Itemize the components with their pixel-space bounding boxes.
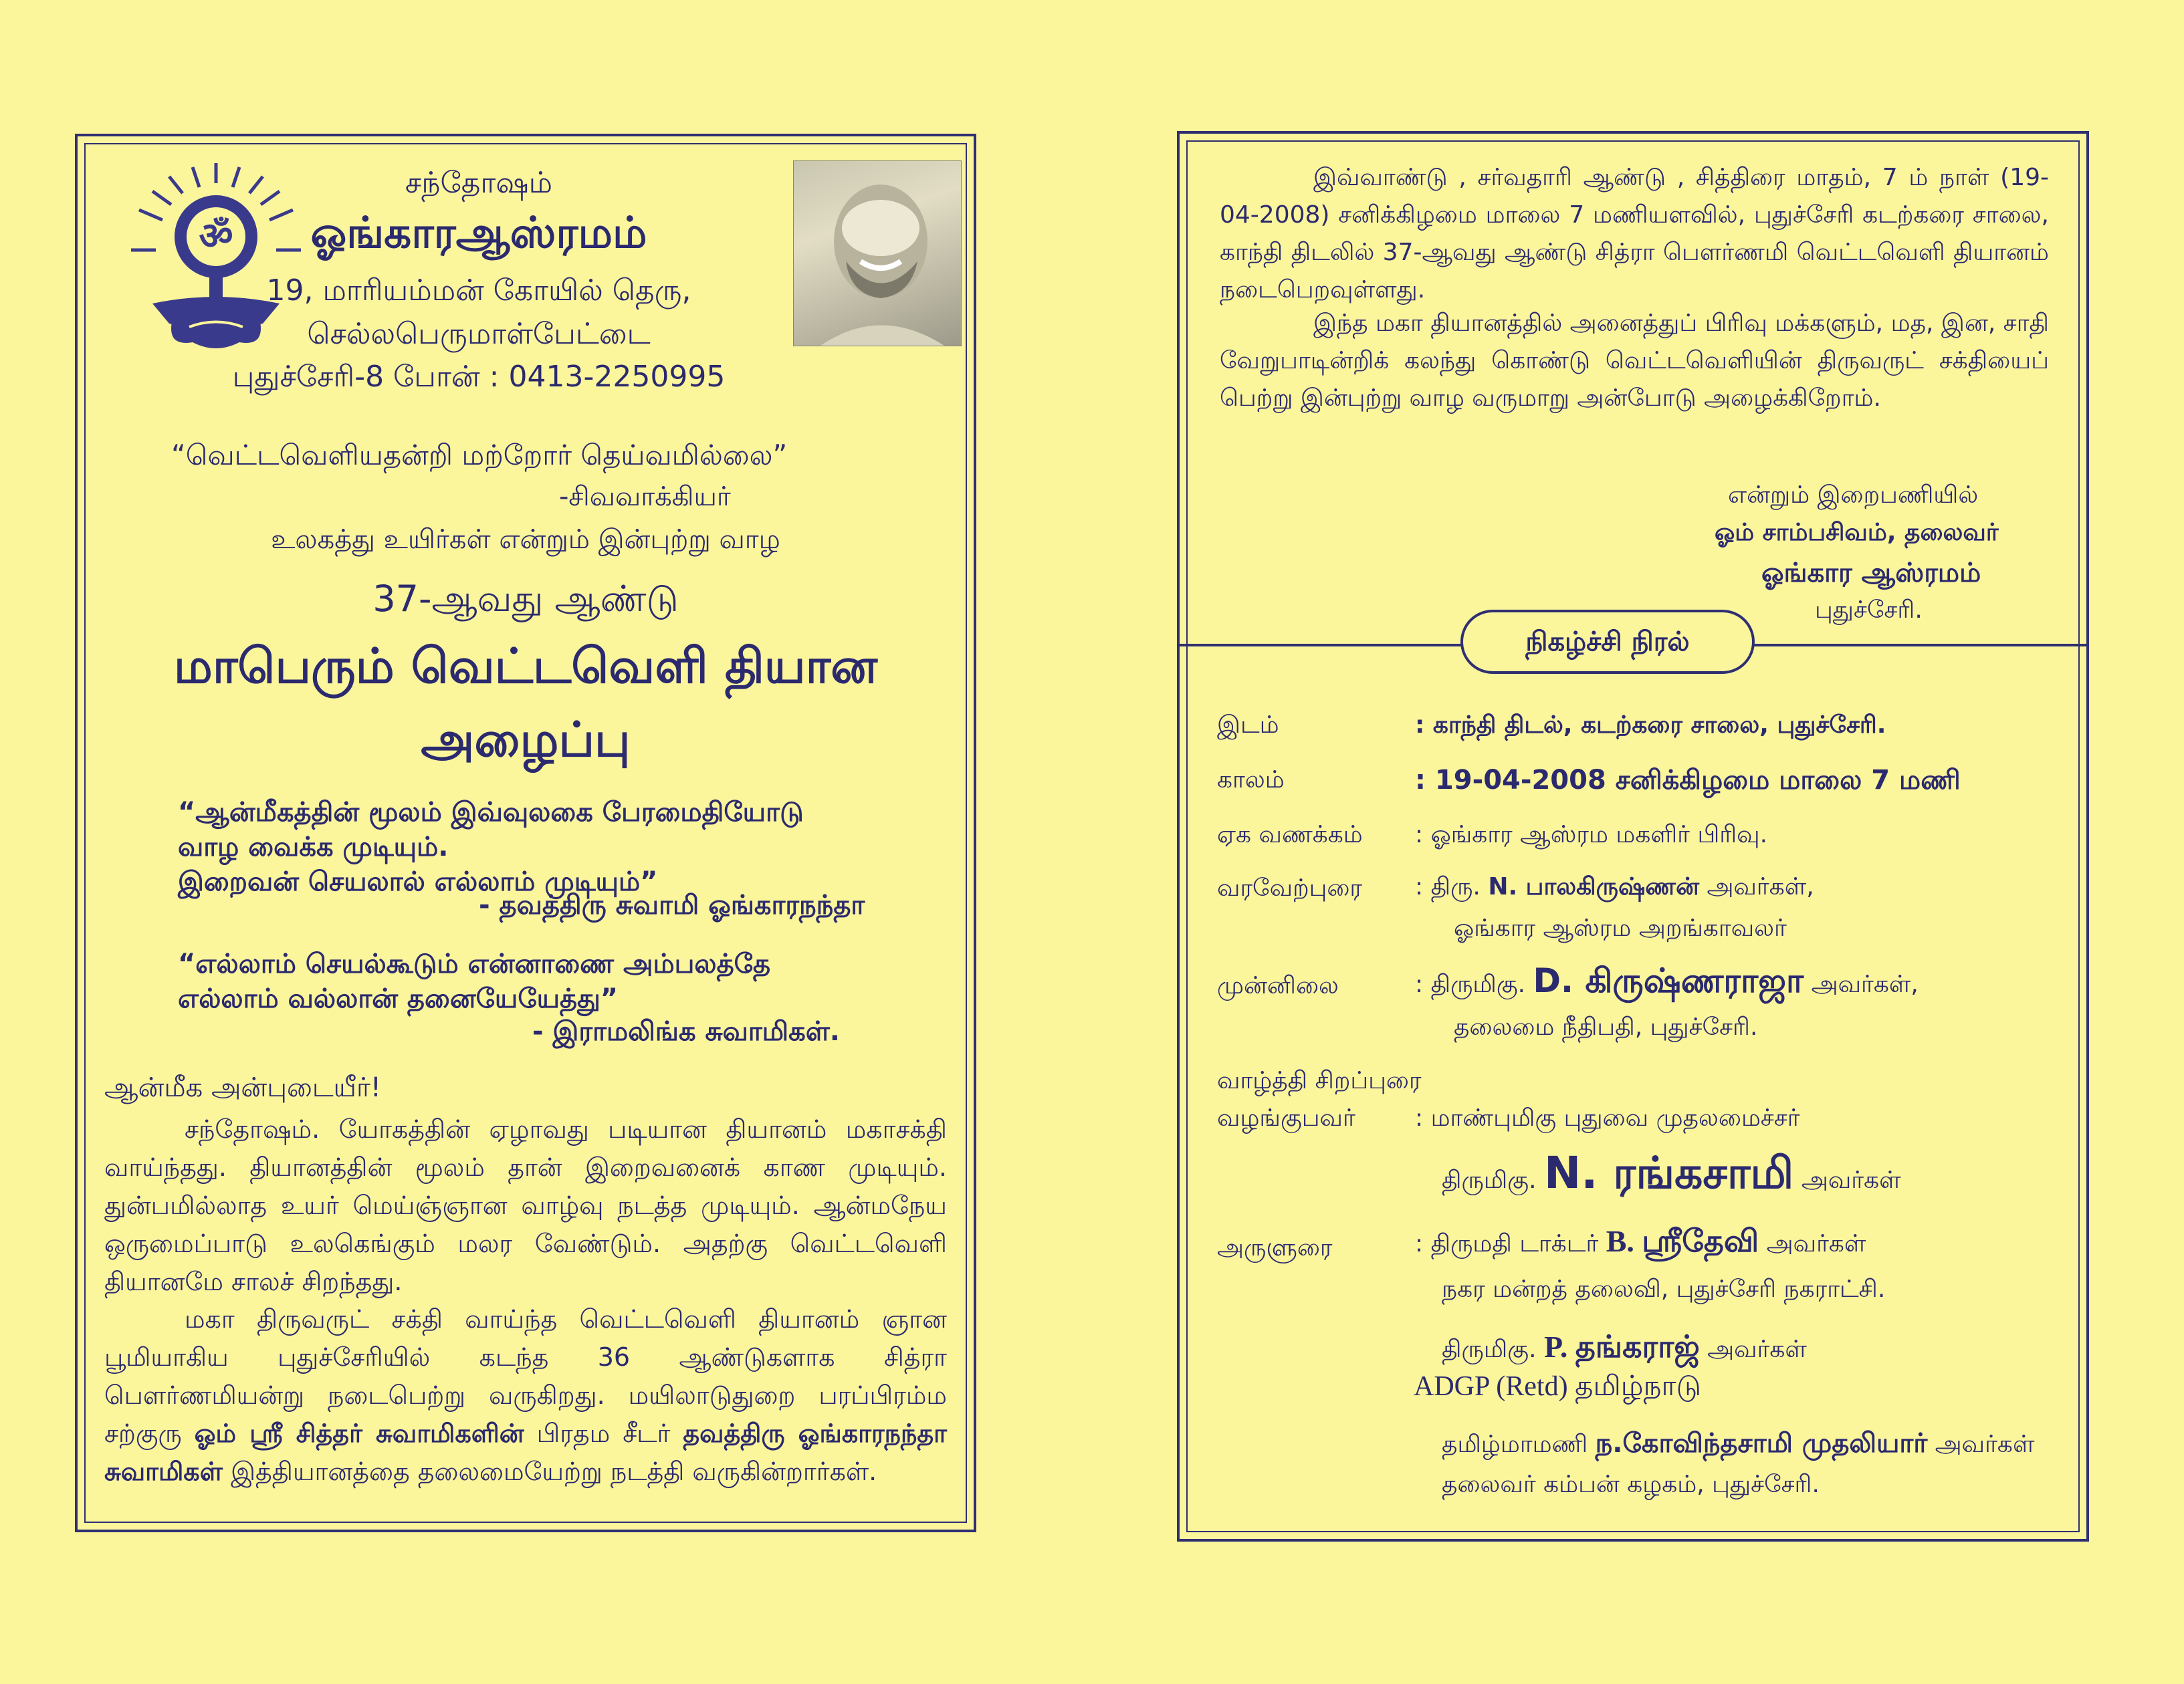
right-panel (1177, 131, 2089, 1542)
quote-ramalinga (178, 947, 770, 1016)
chief-minister-line (1442, 1147, 1901, 1205)
quote-line: வாழ வைக்க முடியும். (178, 832, 449, 862)
guest1-line (1442, 1329, 1807, 1369)
chief-minister-name: N. ரங்கசாமி (1543, 1147, 1794, 1199)
quote-omkarananda (178, 795, 804, 899)
signature-organisation: ஓங்கார ஆஸ்ரமம் (1761, 558, 1981, 588)
address-phone-line: புதுச்சேரி-8 போன் : 0413-2250995 (232, 360, 726, 394)
guest1-suffix: அவர்கள் (1699, 1336, 1807, 1363)
body-paragraph-2 (104, 1300, 947, 1491)
welcome-label: வரவேற்புரை (1217, 874, 1363, 902)
quote-line: “ஆன்மீகத்தின் மூலம் இவ்வுலகை பேரமைதியோடு (178, 797, 804, 828)
ashram-name: ஓங்காரஆஸ்ரமம் (310, 209, 647, 258)
address-line-2: செல்லபெருமாள்பேட்டை (307, 317, 651, 351)
special-prefix: திருமிகு. (1442, 1167, 1544, 1194)
time-label: காலம் (1217, 766, 1285, 794)
blessing-role: நகர மன்றத் தலைவி, புதுச்சேரி நகராட்சி. (1442, 1276, 1886, 1303)
blessing-name: B. ஸ்ரீதேவி (1606, 1224, 1759, 1258)
program-heading: நிகழ்ச்சி நிரல் (1460, 610, 1755, 674)
para2-text: பிரதம சீடர் (524, 1419, 683, 1448)
quote-line: “எல்லாம் செயல்கூடும் என்னாணை அம்பலத்தே (178, 949, 771, 979)
guest2-role: தலைவர் கம்பன் கழகம், புதுச்சேரி. (1442, 1471, 1820, 1498)
para2-text: மகா திருவருட் சக்தி வாய்ந்த வெட்டவெளி தியானம் ஞான பூமியாகிய புதுச்சேரியில் கடந்த 36 ஆண்டுகளாக சித்ரா பௌர்ணமியன்று நடைபெற்று வருகிறது. மயிலாடுதுறை பரப்பிரம்ம சற்குரு (104, 1304, 947, 1448)
event-title: மாபெரும் வெட்டவெளி தியான (173, 638, 878, 694)
guest2-prefix: தமிழ்மாமணி (1442, 1431, 1596, 1458)
signature-place: புதுச்சேரி. (1815, 596, 1923, 624)
welcome-suffix: அவர்கள், (1699, 873, 1814, 900)
left-panel (75, 134, 976, 1532)
special-address-label: வாழ்த்தி சிறப்புரை (1217, 1067, 1422, 1094)
blessing-suffix: அவர்கள் (1759, 1230, 1866, 1257)
blessing-label: அருளுரை (1217, 1234, 1333, 1261)
time-value: : 19-04-2008 சனிக்கிழமை மாலை 7 மணி (1415, 765, 1961, 796)
place-value: : காந்தி திடல், கடற்கரை சாலை, புதுச்சேரி. (1415, 711, 1886, 739)
quote-line: இறைவன் செயலால் எல்லாம் முடியும்” (178, 866, 658, 897)
special-suffix: அவர்கள் (1793, 1167, 1901, 1194)
place-label: இடம் (1217, 711, 1279, 739)
welcome-value (1415, 873, 1814, 904)
quote-sivavakkiyar: “வெட்டவெளியதன்றி மற்றோர் தெய்வமில்லை” (171, 439, 788, 471)
presidium-label: முன்னிலை (1217, 972, 1339, 999)
presidium-value (1415, 961, 1919, 1005)
welcome-prefix: : திரு. (1415, 873, 1489, 900)
quote-line: எல்லாம் வல்லான் தனையேயேத்து” (178, 983, 619, 1014)
guest2-line (1442, 1428, 2034, 1462)
blessing-value (1415, 1223, 1866, 1264)
special-address-label-2: வழங்குபவர் (1217, 1104, 1355, 1132)
guest1-role: ADGP (Retd) தமிழ்நாடு (1414, 1371, 1701, 1402)
guest1-name: P. தங்கராஜ் (1543, 1330, 1700, 1364)
presidium-prefix: : திருமிகு. (1415, 971, 1533, 998)
portrait-icon (794, 161, 961, 346)
guest2-suffix: அவர்கள் (1927, 1431, 2035, 1458)
guest2-name: ந.கோவிந்தசாமி முதலியார் (1595, 1428, 1928, 1459)
para2-text: இத்தியானத்தை தலைமையேற்று நடத்தி வருகின்றார்கள். (223, 1457, 877, 1486)
invitation-title: அழைப்பு (421, 711, 631, 767)
quote-omkarananda-author: - தவத்திரு சுவாமி ஓங்காரநந்தா (479, 890, 865, 921)
welcome-name: N. பாலகிருஷ்ணன் (1488, 873, 1700, 900)
event-announcement-paragraph: இவ்வாண்டு , சர்வதாரி ஆண்டு , சித்திரை மாதம், 7 ம் நாள் (19-04-2008) சனிக்கிழமை மாலை 7 மணியளவில், புதுச்சேரி கடற்கரை சாலை, காந்தி திடலில் 37-ஆவது ஆண்டு சித்ரா பௌர்ணமி வெட்டவெளி தியானம் நடைபெறவுள்ளது. (1220, 164, 2049, 304)
blessing-prefix: : திருமதி டாக்டர் (1415, 1230, 1606, 1257)
presidium-name: D. கிருஷ்ணராஜா (1533, 961, 1804, 1000)
presidium-suffix: அவர்கள், (1804, 971, 1919, 998)
svg-text:ॐ: ॐ (199, 215, 233, 258)
world-wish-line: உலகத்து உயிர்கள் என்றும் இன்புற்று வாழ (271, 524, 780, 555)
siddhar-swami-name: ஓம் ஸ்ரீ சித்தர் சுவாமிகளின் (194, 1419, 524, 1448)
invitation-paragraph: இந்த மகா தியானத்தில் அனைத்துப் பிரிவு மக்களும், மத, இன, சாதி வேறுபாடின்றிக் கலந்து கொண்டு வெட்டவெளியின் திருவருட் சக்தியைப் பெற்று இன்புற்று வாழ வருமாறு அன்போடு அழைக்கிறோம். (1220, 310, 2049, 412)
guest1-prefix: திருமிகு. (1442, 1336, 1544, 1363)
invocation-value: : ஓங்கார ஆஸ்ரம மகளிர் பிரிவு. (1415, 821, 1768, 848)
salutation: ஆன்மீக அன்புடையீர்! (104, 1072, 381, 1103)
address-line-1: 19, மாரியம்மன் கோயில் தெரு, (266, 273, 691, 308)
greeting-text: சந்தோஷம் (405, 166, 553, 200)
invocation-label: ஏக வணக்கம் (1217, 821, 1363, 848)
body-paragraph-1: சந்தோஷம். யோகத்தின் ஏழாவது படியான தியானம் மகாசக்தி வாய்ந்தது. தியானத்தின் மூலம் தான் இறைவனைக் காண முடியும். துன்பமில்லாத உயர் மெய்ஞ்ஞான வாழ்வு நடத்த முடியும். ஆன்மநேய ஒருமைப்பாடு உலகெங்கும் மலர வேண்டும். அதற்கு வெட்டவெளி தியானமே சாலச் சிறந்தது. (104, 1114, 947, 1296)
swami-portrait-photo (793, 160, 962, 346)
signature-name: ஓம் சாம்பசிவம், தலைவர் (1715, 519, 1999, 546)
quote-sivavakkiyar-author: -சிவவாக்கியர் (559, 481, 731, 512)
presidium-role: தலைமை நீதிபதி, புதுச்சேரி. (1454, 1013, 1758, 1041)
special-address-value: : மாண்புமிகு புதுவை முதலமைச்சர் (1415, 1104, 1800, 1132)
anniversary-label: 37-ஆவது ஆண்டு (372, 578, 679, 620)
omkarananda-swami-name: தவத்திரு ஓங்காரநந்தா சுவாமிகள் (104, 1419, 948, 1486)
welcome-role: ஓங்கார ஆஸ்ரம அறங்காவலர் (1454, 915, 1787, 942)
quote-ramalinga-author: - இராமலிங்க சுவாமிகள். (532, 1016, 840, 1047)
signature-line-1: என்றும் இறைபணியில் (1728, 481, 1979, 509)
